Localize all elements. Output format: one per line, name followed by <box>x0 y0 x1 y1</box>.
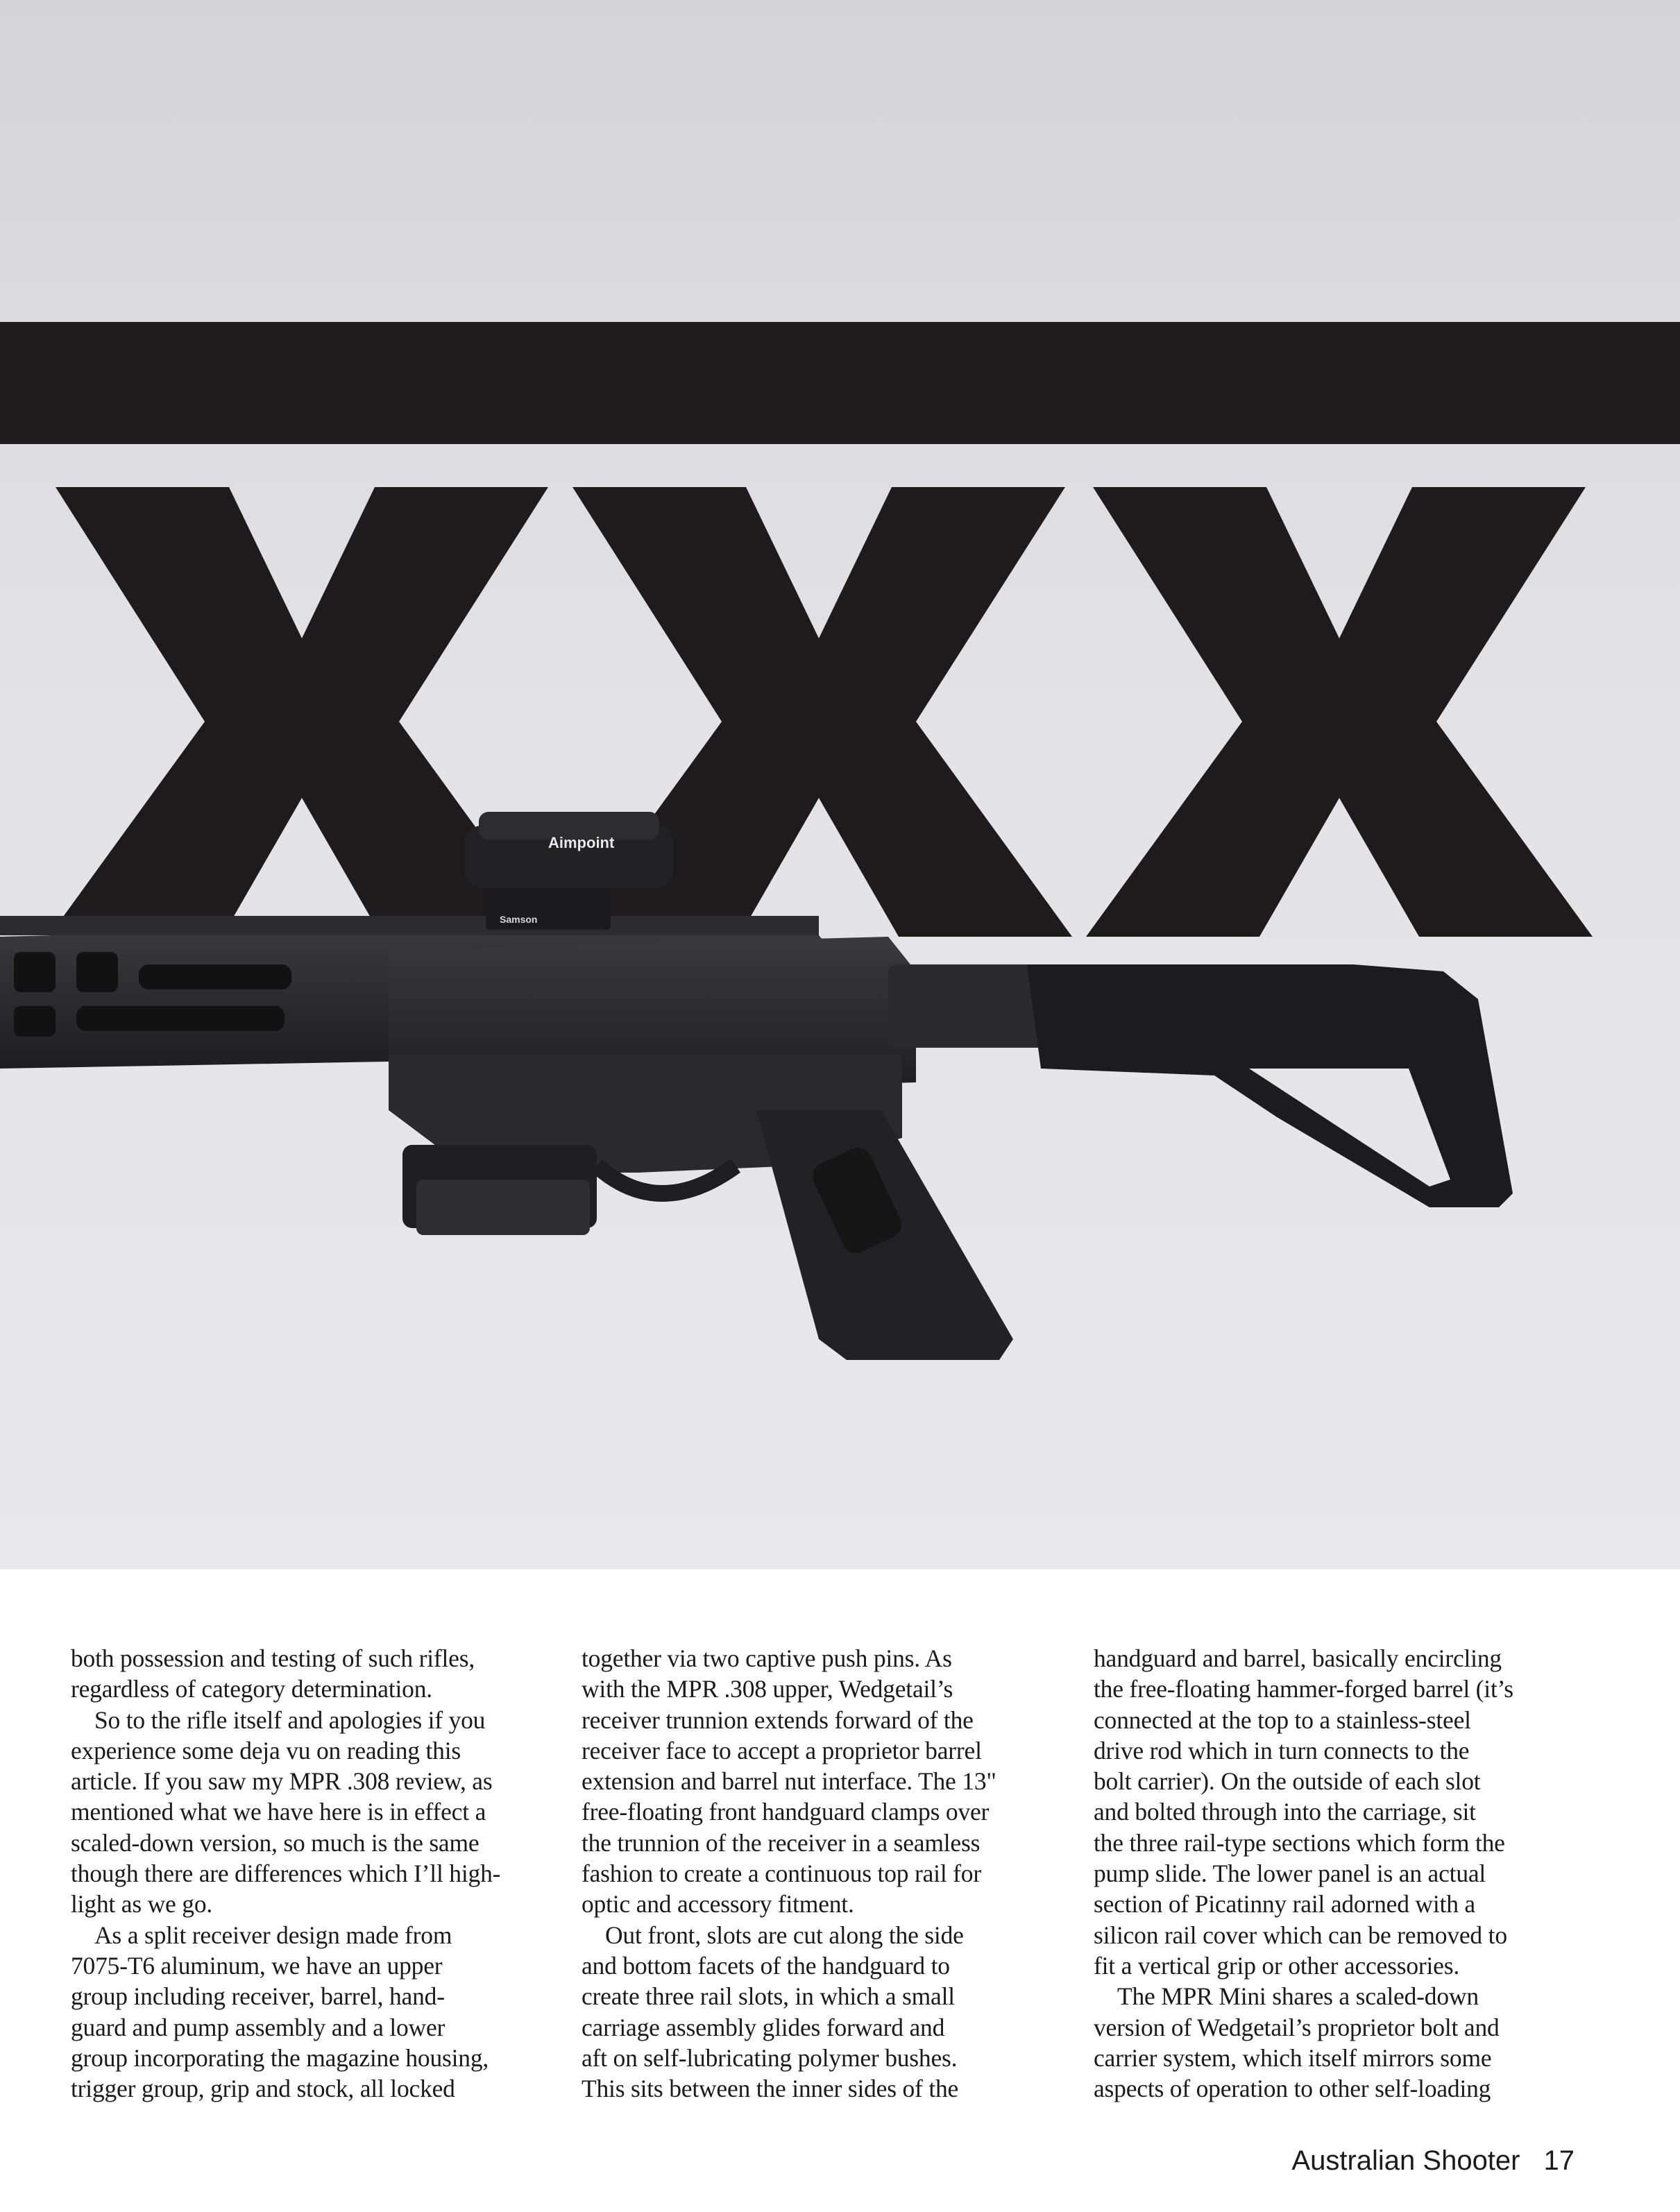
article-column-2 <box>582 1643 1053 2104</box>
text-line: with the MPR .308 upper, Wedgetail’s <box>582 1675 953 1703</box>
text-line: create three rail slots, in which a small <box>582 1982 955 2011</box>
text-line: carrier system, which itself mirrors some <box>1094 2043 1492 2072</box>
text-line: This sits between the inner sides of the <box>582 2075 959 2103</box>
text-line: group incorporating the magazine housing, <box>71 2043 489 2072</box>
text-line: fashion to create a continuous top rail for <box>582 1860 981 1888</box>
article-body <box>0 1643 1680 2115</box>
text-line: regardless of category determination. <box>71 1675 432 1703</box>
text-line: handguard and barrel, basically encircling <box>1094 1644 1502 1672</box>
text-line: experience some deja vu on reading this <box>71 1736 461 1764</box>
text-line: bolt carrier). On the outside of each slot <box>1094 1767 1481 1796</box>
text-line: together via two captive push pins. As <box>582 1644 952 1672</box>
text-line: article. If you saw my MPR .308 review, as <box>71 1767 493 1796</box>
text-line: So to the rifle itself and apologies if you <box>94 1705 486 1734</box>
mount-brand-text: Samson <box>500 914 538 925</box>
text-line: 7075-T6 aluminum, we have an upper <box>71 1951 443 1980</box>
article-column-1 <box>71 1643 543 2104</box>
text-line: trigger group, grip and stock, all locked <box>71 2075 455 2103</box>
top-rail <box>0 916 819 935</box>
text-line: light as we go. <box>71 1890 213 1919</box>
text-line: drive rod which in turn connects to the <box>1094 1736 1470 1764</box>
text-line: aspects of operation to other self-loading <box>1094 2075 1491 2103</box>
text-line: aft on self-lubricating polymer bushes. <box>582 2043 958 2072</box>
text-line: receiver trunnion extends forward of the <box>582 1705 974 1734</box>
text-line: though there are differences which I’ll high- <box>71 1860 501 1888</box>
text-line: receiver face to accept a proprietor barrel <box>582 1736 982 1764</box>
text-line: the free-floating hammer-forged barrel (it’s <box>1094 1675 1513 1703</box>
text-line: fit a vertical grip or other accessories. <box>1094 1951 1460 1980</box>
text-line: both possession and testing of such rifles, <box>71 1644 475 1672</box>
page-footer <box>1291 2145 1575 2177</box>
text-line: scaled-down version, so much is the same <box>71 1828 480 1857</box>
text-line: extension and barrel nut interface. The 13" <box>582 1767 996 1796</box>
text-line: optic and accessory fitment. <box>582 1890 854 1919</box>
text-line: Out front, slots are cut along the side <box>605 1921 964 1949</box>
text-line: and bottom facets of the handguard to <box>582 1951 950 1980</box>
article-column-3 <box>1094 1643 1566 2104</box>
text-line: group including receiver, barrel, hand- <box>71 1982 445 2011</box>
text-line: guard and pump assembly and a lower <box>71 2013 446 2041</box>
text-line: As a split receiver design made from <box>94 1921 452 1949</box>
text-line: pump slide. The lower panel is an actual <box>1094 1860 1486 1888</box>
text-line: and bolted through into the carriage, sit <box>1094 1798 1476 1826</box>
publication-name: Australian Shooter <box>1291 2145 1520 2176</box>
text-line: The MPR Mini shares a scaled-down <box>1117 1982 1479 2011</box>
text-line: version of Wedgetail’s proprietor bolt and <box>1094 2013 1500 2041</box>
text-line: silicon rail cover which can be removed to <box>1094 1921 1507 1949</box>
text-line: connected at the top to a stainless-steel <box>1094 1705 1471 1734</box>
text-line: the trunnion of the receiver in a seamless <box>582 1828 981 1857</box>
text-line: mentioned what we have here is in effect a <box>71 1798 486 1826</box>
text-line: carriage assembly glides forward and <box>582 2013 945 2041</box>
text-line: free-floating front handguard clamps over <box>582 1798 990 1826</box>
page-number: 17 <box>1543 2145 1575 2176</box>
magazine <box>402 1145 597 1235</box>
text-line: section of Picatinny rail adorned with a <box>1094 1890 1475 1919</box>
text-line: the three rail-type sections which form the <box>1094 1828 1505 1857</box>
optic-brand-text: Aimpoint <box>548 834 615 851</box>
